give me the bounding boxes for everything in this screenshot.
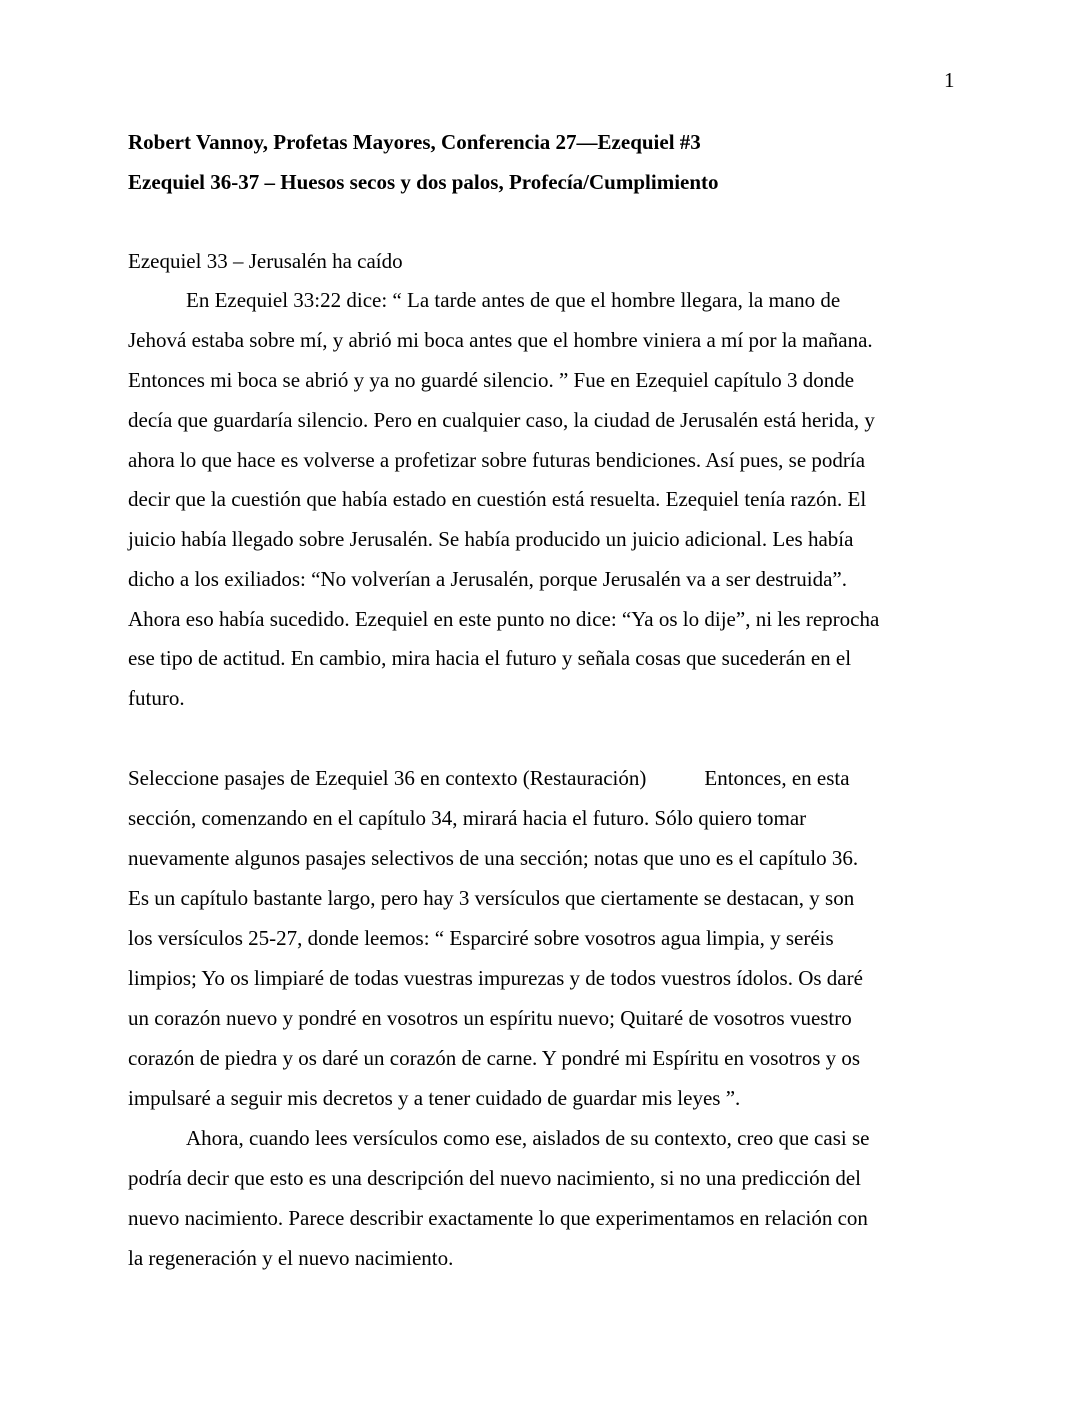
paragraph-line: ahora lo que hace es volverse a profetizar sobre futuras bendiciones. Así pues, se podría [128,448,866,472]
section-heading-ezequiel-36 [128,766,850,790]
paragraph-line: podría decir que esto es una descripción del nuevo nacimiento, si no una predicción del [128,1166,862,1190]
paragraph-line: decir que la cuestión que había estado en cuestión está resuelta. Ezequiel tenía razón. El [128,487,867,511]
paragraph-line: Ahora eso había sucedido. Ezequiel en este punto no dice: “Ya os lo dije”, ni les reprocha [128,607,880,631]
paragraph-line: En Ezequiel 33:22 dice: “ La tarde antes de que el hombre llegara, la mano de [186,288,841,312]
paragraph-line: la regeneración y el nuevo nacimiento. [128,1246,454,1270]
paragraph-line: limpios; Yo os limpiaré de todas vuestras impurezas y de todos vuestros ídolos. Os daré [128,966,863,990]
paragraph-line: impulsaré a seguir mis decretos y a tener cuidado de guardar mis leyes ”. [128,1086,741,1110]
paragraph-line: Jehová estaba sobre mí, y abrió mi boca antes que el hombre viniera a mí por la mañana. [128,328,873,352]
paragraph-start: Entonces, en esta [704,766,850,790]
paragraph-line: nuevamente algunos pasajes selectivos de una sección; notas que uno es el capítulo 36. [128,846,859,870]
page-number: 1 [944,68,955,92]
document-title: Robert Vannoy, Profetas Mayores, Conferencia 27—Ezequiel #3 [128,130,701,154]
section-heading-text: Seleccione pasajes de Ezequiel 36 en contexto (Restauración) [128,766,647,790]
paragraph-line: un corazón nuevo y pondré en vosotros un espíritu nuevo; Quitaré de vosotros vuestro [128,1006,852,1030]
paragraph-line: ese tipo de actitud. En cambio, mira hacia el futuro y señala cosas que sucederán en el [128,646,852,670]
paragraph-line: Entonces mi boca se abrió y ya no guardé silencio. ” Fue en Ezequiel capítulo 3 donde [128,368,855,392]
paragraph-line: dicho a los exiliados: “No volverían a Jerusalén, porque Jerusalén va a ser destruida”. [128,567,848,591]
paragraph-line: nuevo nacimiento. Parece describir exactamente lo que experimentamos en relación con [128,1206,868,1230]
paragraph-line: decía que guardaría silencio. Pero en cualquier caso, la ciudad de Jerusalén está herida, y [128,408,875,432]
paragraph-line: juicio había llegado sobre Jerusalén. Se había producido un juicio adicional. Les había [128,527,854,551]
paragraph-line: futuro. [128,686,185,710]
section-heading-ezequiel-33: Ezequiel 33 – Jerusalén ha caído [128,249,403,273]
paragraph-line: sección, comenzando en el capítulo 34, mirará hacia el futuro. Sólo quiero tomar [128,806,807,830]
paragraph-line: Es un capítulo bastante largo, pero hay 3 versículos que ciertamente se destacan, y son [128,886,855,910]
paragraph-line: los versículos 25-27, donde leemos: “ Esparciré sobre vosotros agua limpia, y seréis [128,926,834,950]
document-subtitle: Ezequiel 36-37 – Huesos secos y dos palos, Profecía/Cumplimiento [128,170,719,194]
paragraph-line: corazón de piedra y os daré un corazón de carne. Y pondré mi Espíritu en vosotros y os [128,1046,861,1070]
paragraph-line: Ahora, cuando lees versículos como ese, aislados de su contexto, creo que casi se [186,1126,870,1150]
